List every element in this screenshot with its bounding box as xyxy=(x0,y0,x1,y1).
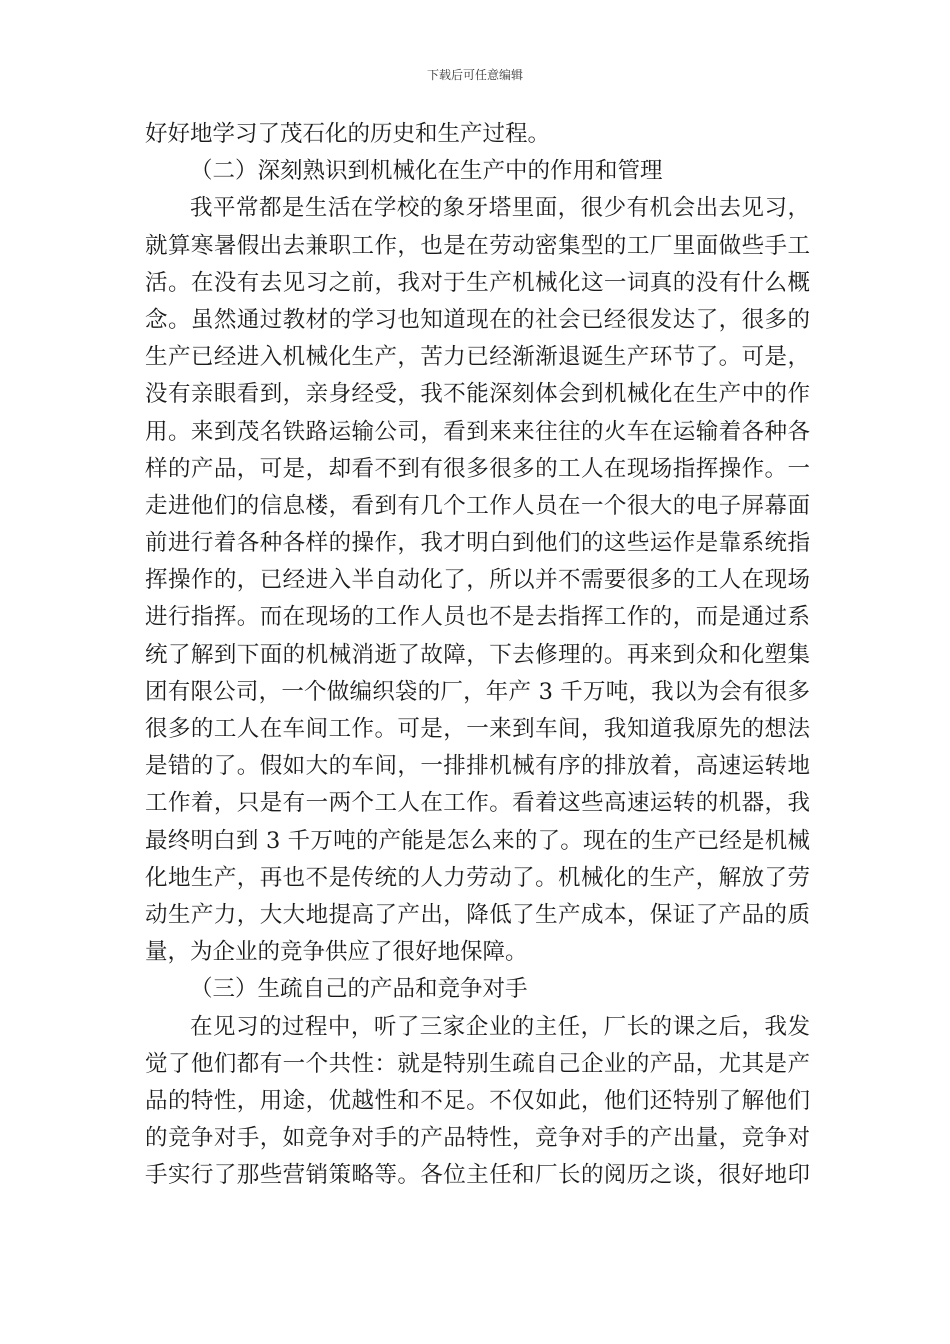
paragraph-line: 好好地学习了茂石化的历史和生产过程。 xyxy=(145,121,551,147)
paragraph-line: 生产已经进入机械化生产，苦力已经渐渐退诞生产环节了。可是， xyxy=(145,344,810,371)
paragraph-line: 没有亲眼看到，亲身经受，我不能深刻体会到机械化在生产中的作 xyxy=(145,381,810,408)
paragraph-line: 挥操作的，已经进入半自动化了，所以并不需要很多的工人在现场 xyxy=(145,567,810,594)
paragraph-line: 就算寒暑假出去兼职工作，也是在劳动密集型的工厂里面做些手工 xyxy=(145,232,810,259)
document-body xyxy=(145,116,810,1194)
paragraph-line: 工作着，只是有一两个工人在工作。看着这些高速运转的机器，我 xyxy=(145,790,810,817)
paragraph-line: 团有限公司，一个做编织袋的厂，年产 3 千万吨，我以为会有很多 xyxy=(145,678,810,705)
paragraph-line: 走进他们的信息楼，看到有几个工作人员在一个很大的电子屏幕面 xyxy=(145,492,810,519)
paragraph-line: 样的产品，可是，却看不到有很多很多的工人在现场指挥操作。一 xyxy=(145,455,810,482)
section-heading-2: （二）深刻熟识到机械化在生产中的作用和管理 xyxy=(190,158,663,185)
paragraph-line: 化地生产，再也不是传统的人力劳动了。机械化的生产，解放了劳 xyxy=(145,864,810,891)
paragraph-line: 活。在没有去见习之前，我对于生产机械化这一词真的没有什么概 xyxy=(145,269,810,296)
paragraph-line: 用。来到茂名铁路运输公司，看到来来往往的火车在运输着各种各 xyxy=(145,418,810,445)
section-heading-3: （三）生疏自己的产品和竞争对手 xyxy=(190,976,528,1003)
paragraph-line: 品的特性，用途，优越性和不足。不仅如此，他们还特别了解他们 xyxy=(145,1087,810,1114)
paragraph-line: 动生产力，大大地提高了产出，降低了生产成本，保证了产品的质 xyxy=(145,901,810,928)
paragraph-line: 进行指挥。而在现场的工作人员也不是去指挥工作的，而是通过系 xyxy=(145,604,810,631)
paragraph-line: 念。虽然通过教材的学习也知道现在的社会已经很发达了，很多的 xyxy=(145,306,810,333)
paragraph-line: 我平常都是生活在学校的象牙塔里面，很少有机会出去见习， xyxy=(190,195,810,222)
paragraph-line: 统了解到下面的机械消逝了故障，下去修理的。再来到众和化塑集 xyxy=(145,641,810,668)
paragraph-line: 量，为企业的竞争供应了很好地保障。 xyxy=(145,939,528,966)
paragraph-line: 前进行着各种各样的操作，我才明白到他们的这些运作是靠系统指 xyxy=(145,530,810,557)
paragraph-line: 在见习的过程中，听了三家企业的主任，厂长的课之后，我发 xyxy=(190,1013,810,1040)
paragraph-line: 是错的了。假如大的车间，一排排机械有序的排放着，高速运转地 xyxy=(145,753,810,780)
page-header-note: 下载后可任意编辑 xyxy=(426,68,523,82)
paragraph-line: 觉了他们都有一个共性：就是特别生疏自己企业的产品，尤其是产 xyxy=(145,1050,810,1077)
paragraph-line: 最终明白到 3 千万吨的产能是怎么来的了。现在的生产已经是机械 xyxy=(145,827,810,854)
paragraph-line: 的竞争对手，如竞争对手的产品特性，竞争对手的产出量，竞争对 xyxy=(145,1125,810,1152)
paragraph-line: 手实行了那些营销策略等。各位主任和厂长的阅历之谈，很好地印 xyxy=(145,1162,810,1189)
paragraph-line: 很多的工人在车间工作。可是，一来到车间，我知道我原先的想法 xyxy=(145,716,810,742)
